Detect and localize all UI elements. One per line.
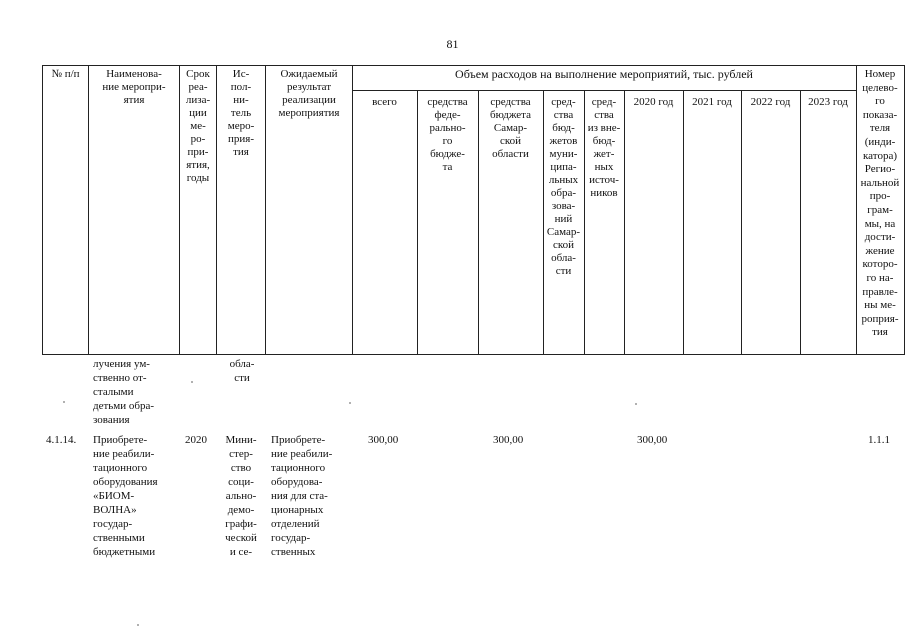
header-indicator: Номер целево- го показа- теля (инди- катора) Регио- нальной про- грам- мы, на дости- жение которо- го на- правле- ны ме- роприя- тия — [860, 68, 900, 339]
header-regional: средства бюджета Самар- ской области — [489, 96, 531, 160]
header-expenses: Объем расходов на выполнение мероприятий, тыс. рублей — [455, 67, 753, 81]
scan-speck — [191, 381, 193, 383]
header-2020: 2020 год — [633, 96, 674, 108]
row-result: Приобрете- ние реабили- тационного оборудова- ния для ста- ционарных отделений государ- ственных — [271, 434, 333, 558]
header-total: всего — [372, 96, 397, 108]
header-2023: 2023 год — [808, 96, 848, 108]
header-num: № п/п — [51, 68, 80, 80]
scan-speck — [349, 402, 351, 404]
row-name: Приобрете- ние реабили- тационного оборудования «БИОМ- ВОЛНА» государ- ственными бюджетными — [93, 434, 158, 558]
header-2022: 2022 год — [750, 96, 791, 108]
row-num: 4.1.14. — [46, 434, 77, 446]
header-term: Срок реа- лиза- ции ме- ро- при- ятия, годы — [185, 68, 211, 184]
row-2020: 300,00 — [637, 434, 668, 446]
header-executor: Ис- пол- ни- тель меро- прия- тия — [227, 68, 255, 158]
row-total: 300,00 — [368, 434, 399, 446]
row-regional: 300,00 — [493, 434, 524, 446]
header-federal: средства феде- рально- го бюдже- та — [427, 96, 468, 173]
scan-speck — [63, 401, 65, 403]
row-term: 2020 — [185, 434, 207, 446]
header-2021: 2021 год — [692, 96, 732, 108]
continuation-name: лучения ум- ственно от- сталыми детьми обра- зования — [93, 358, 155, 426]
page-number: 81 — [446, 37, 459, 51]
header-offbudget: сред- ства из вне- бюд- жет- ных источ- ников — [587, 96, 621, 199]
continuation-executor: обла- сти — [229, 358, 255, 384]
row-executor: Мини- стер- ство соци- ально- демо- графи- ческой и се- — [225, 434, 257, 558]
header-result: Ожидаемый результат реализации мероприятия — [278, 68, 340, 119]
scan-speck — [137, 624, 139, 626]
header-municipal: сред- ства бюд- жетов муни- ципа- льных обра- зова- ний Самар- ской обла- сти — [546, 96, 581, 277]
scan-speck — [635, 403, 637, 405]
row-indicator: 1.1.1 — [868, 434, 890, 446]
header-name: Наименова- ние меропри- ятия — [102, 68, 166, 106]
